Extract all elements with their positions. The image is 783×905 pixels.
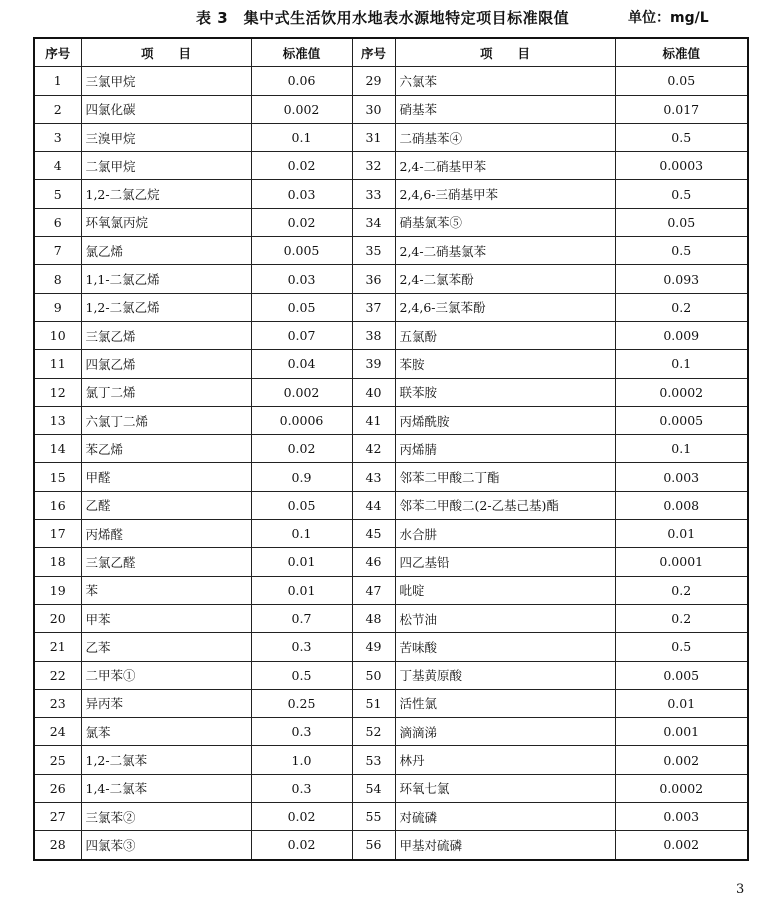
table-row: [34, 463, 748, 491]
row-number: 1: [34, 67, 81, 95]
table-row: [34, 689, 748, 717]
header-seq: 序号: [352, 38, 395, 67]
item-name: 1,2-二氯苯: [81, 746, 251, 774]
table-title: 表 3 集中式生活饮用水地表水源地特定项目标准限值: [196, 9, 570, 27]
row-number: 15: [34, 463, 81, 491]
item-name: 邻苯二甲酸二丁酯: [395, 463, 615, 491]
row-number: 5: [34, 180, 81, 208]
item-name: 六氯丁二烯: [81, 406, 251, 434]
header-value: 标准值: [251, 38, 352, 67]
standard-value: 0.5: [615, 180, 748, 208]
item-name: 活性氯: [395, 689, 615, 717]
standard-value: 0.06: [251, 67, 352, 95]
row-number: 41: [352, 406, 395, 434]
standard-value: 0.005: [615, 661, 748, 689]
standard-value: 0.017: [615, 95, 748, 123]
table-row: [34, 435, 748, 463]
standard-value: 0.1: [251, 123, 352, 151]
item-name: 环氧七氯: [395, 774, 615, 802]
standard-value: 0.0005: [615, 406, 748, 434]
item-name: 甲苯: [81, 604, 251, 632]
row-number: 44: [352, 491, 395, 519]
row-number: 27: [34, 803, 81, 831]
table-row: [34, 152, 748, 180]
standard-value: 0.002: [251, 378, 352, 406]
item-name: 三氯苯②: [81, 803, 251, 831]
row-number: 53: [352, 746, 395, 774]
standard-value: 0.02: [251, 152, 352, 180]
row-number: 19: [34, 576, 81, 604]
item-name: 四氯化碳: [81, 95, 251, 123]
header-item: 项 目: [395, 38, 615, 67]
item-name: 苦味酸: [395, 633, 615, 661]
item-name: 林丹: [395, 746, 615, 774]
item-name: 三溴甲烷: [81, 123, 251, 151]
row-number: 45: [352, 520, 395, 548]
table-row: [34, 831, 748, 860]
item-name: 滴滴涕: [395, 718, 615, 746]
item-name: 1,1-二氯乙烯: [81, 265, 251, 293]
table-caption: [0, 7, 783, 31]
standard-value: 0.0002: [615, 774, 748, 802]
row-number: 54: [352, 774, 395, 802]
item-name: 对硫磷: [395, 803, 615, 831]
standard-value: 0.02: [251, 803, 352, 831]
row-number: 24: [34, 718, 81, 746]
item-name: 1,4-二氯苯: [81, 774, 251, 802]
standard-value: 0.07: [251, 321, 352, 349]
table-row: [34, 746, 748, 774]
item-name: 硝基苯: [395, 95, 615, 123]
item-name: 六氯苯: [395, 67, 615, 95]
row-number: 51: [352, 689, 395, 717]
table-row: [34, 661, 748, 689]
row-number: 4: [34, 152, 81, 180]
standard-value: 0.3: [251, 774, 352, 802]
standard-value: 0.04: [251, 350, 352, 378]
table-row: [34, 180, 748, 208]
item-name: 硝基氯苯⑤: [395, 208, 615, 236]
standard-value: 0.009: [615, 321, 748, 349]
row-number: 25: [34, 746, 81, 774]
standard-value: 0.5: [615, 237, 748, 265]
row-number: 8: [34, 265, 81, 293]
item-name: 苯乙烯: [81, 435, 251, 463]
item-name: 苯胺: [395, 350, 615, 378]
item-name: 三氯乙醛: [81, 548, 251, 576]
standard-value: 0.005: [251, 237, 352, 265]
table-row: [34, 548, 748, 576]
standard-value: 0.008: [615, 491, 748, 519]
standard-value: 0.0003: [615, 152, 748, 180]
table-row: [34, 803, 748, 831]
standard-value: 0.05: [251, 491, 352, 519]
item-name: 丙烯醛: [81, 520, 251, 548]
table-row: [34, 95, 748, 123]
item-name: 1,2-二氯乙烯: [81, 293, 251, 321]
row-number: 12: [34, 378, 81, 406]
table-row: [34, 718, 748, 746]
row-number: 52: [352, 718, 395, 746]
table-row: [34, 67, 748, 95]
table-body: [34, 67, 748, 860]
standard-value: 0.03: [251, 265, 352, 293]
item-name: 吡啶: [395, 576, 615, 604]
item-name: 联苯胺: [395, 378, 615, 406]
item-name: 异丙苯: [81, 689, 251, 717]
row-number: 3: [34, 123, 81, 151]
standard-value: 0.0006: [251, 406, 352, 434]
item-name: 邻苯二甲酸二(2-乙基己基)酯: [395, 491, 615, 519]
standard-value: 0.05: [615, 67, 748, 95]
row-number: 50: [352, 661, 395, 689]
standard-value: 0.25: [251, 689, 352, 717]
row-number: 26: [34, 774, 81, 802]
row-number: 22: [34, 661, 81, 689]
row-number: 6: [34, 208, 81, 236]
header-value: 标准值: [615, 38, 748, 67]
header-seq: 序号: [34, 38, 81, 67]
item-name: 水合肼: [395, 520, 615, 548]
row-number: 48: [352, 604, 395, 632]
table-row: [34, 378, 748, 406]
item-name: 五氯酚: [395, 321, 615, 349]
table-row: [34, 774, 748, 802]
row-number: 43: [352, 463, 395, 491]
table-row: [34, 237, 748, 265]
item-name: 四氯苯③: [81, 831, 251, 860]
row-number: 34: [352, 208, 395, 236]
row-number: 20: [34, 604, 81, 632]
row-number: 56: [352, 831, 395, 860]
row-number: 37: [352, 293, 395, 321]
item-name: 甲基对硫磷: [395, 831, 615, 860]
row-number: 23: [34, 689, 81, 717]
row-number: 14: [34, 435, 81, 463]
item-name: 甲醛: [81, 463, 251, 491]
standard-value: 0.01: [615, 520, 748, 548]
row-number: 21: [34, 633, 81, 661]
table-row: [34, 520, 748, 548]
standard-value: 0.2: [615, 604, 748, 632]
standard-value: 0.5: [615, 123, 748, 151]
standard-value: 1.0: [251, 746, 352, 774]
row-number: 49: [352, 633, 395, 661]
standard-value: 0.1: [251, 520, 352, 548]
standard-value: 0.03: [251, 180, 352, 208]
item-name: 氯丁二烯: [81, 378, 251, 406]
item-name: 松节油: [395, 604, 615, 632]
table-row: [34, 406, 748, 434]
row-number: 40: [352, 378, 395, 406]
item-name: 二硝基苯④: [395, 123, 615, 151]
standard-value: 0.05: [615, 208, 748, 236]
table-row: [34, 321, 748, 349]
standard-value: 0.003: [615, 463, 748, 491]
item-name: 苯: [81, 576, 251, 604]
standard-value: 0.9: [251, 463, 352, 491]
item-name: 2,4,6-三氯苯酚: [395, 293, 615, 321]
row-number: 35: [352, 237, 395, 265]
row-number: 42: [352, 435, 395, 463]
standard-value: 0.5: [615, 633, 748, 661]
row-number: 13: [34, 406, 81, 434]
item-name: 乙醛: [81, 491, 251, 519]
standard-value: 0.5: [251, 661, 352, 689]
standard-value: 0.0002: [615, 378, 748, 406]
unit-label: 单位：mg/L: [628, 10, 709, 26]
row-number: 31: [352, 123, 395, 151]
row-number: 47: [352, 576, 395, 604]
standard-value: 0.05: [251, 293, 352, 321]
row-number: 38: [352, 321, 395, 349]
item-name: 三氯甲烷: [81, 67, 251, 95]
table-row: [34, 604, 748, 632]
standard-value: 0.001: [615, 718, 748, 746]
table-row: [34, 633, 748, 661]
row-number: 7: [34, 237, 81, 265]
standard-value: 0.002: [251, 95, 352, 123]
row-number: 17: [34, 520, 81, 548]
row-number: 9: [34, 293, 81, 321]
item-name: 2,4-二硝基甲苯: [395, 152, 615, 180]
standard-value: 0.2: [615, 576, 748, 604]
item-name: 丁基黄原酸: [395, 661, 615, 689]
standard-value: 0.01: [615, 689, 748, 717]
table-row: [34, 491, 748, 519]
item-name: 四乙基铅: [395, 548, 615, 576]
table-row: [34, 576, 748, 604]
item-name: 丙烯腈: [395, 435, 615, 463]
table-row: [34, 123, 748, 151]
item-name: 丙烯酰胺: [395, 406, 615, 434]
standard-value: 0.7: [251, 604, 352, 632]
standard-value: 0.3: [251, 718, 352, 746]
table-row: [34, 265, 748, 293]
row-number: 30: [352, 95, 395, 123]
row-number: 33: [352, 180, 395, 208]
item-name: 三氯乙烯: [81, 321, 251, 349]
row-number: 2: [34, 95, 81, 123]
item-name: 环氧氯丙烷: [81, 208, 251, 236]
standard-value: 0.01: [251, 576, 352, 604]
row-number: 55: [352, 803, 395, 831]
table-row: [34, 350, 748, 378]
standard-value: 0.02: [251, 831, 352, 860]
standard-value: 0.2: [615, 293, 748, 321]
standard-value: 0.093: [615, 265, 748, 293]
standard-value: 0.3: [251, 633, 352, 661]
header-row: [34, 38, 748, 67]
item-name: 氯乙烯: [81, 237, 251, 265]
item-name: 乙苯: [81, 633, 251, 661]
standard-value: 0.02: [251, 208, 352, 236]
standard-value: 0.02: [251, 435, 352, 463]
standard-value: 0.0001: [615, 548, 748, 576]
standard-value: 0.1: [615, 435, 748, 463]
page-number: 3: [736, 882, 745, 897]
item-name: 2,4,6-三硝基甲苯: [395, 180, 615, 208]
table-row: [34, 208, 748, 236]
item-name: 四氯乙烯: [81, 350, 251, 378]
row-number: 32: [352, 152, 395, 180]
item-name: 1,2-二氯乙烷: [81, 180, 251, 208]
standard-value: 0.01: [251, 548, 352, 576]
standard-value: 0.002: [615, 746, 748, 774]
row-number: 18: [34, 548, 81, 576]
header-item: 项 目: [81, 38, 251, 67]
table-row: [34, 293, 748, 321]
row-number: 39: [352, 350, 395, 378]
row-number: 16: [34, 491, 81, 519]
row-number: 46: [352, 548, 395, 576]
item-name: 二氯甲烷: [81, 152, 251, 180]
standard-value: 0.002: [615, 831, 748, 860]
row-number: 36: [352, 265, 395, 293]
item-name: 2,4-二硝基氯苯: [395, 237, 615, 265]
item-name: 二甲苯①: [81, 661, 251, 689]
row-number: 29: [352, 67, 395, 95]
item-name: 氯苯: [81, 718, 251, 746]
row-number: 10: [34, 321, 81, 349]
standard-value: 0.003: [615, 803, 748, 831]
standard-value: 0.1: [615, 350, 748, 378]
row-number: 11: [34, 350, 81, 378]
standard-limits-table: [33, 37, 749, 861]
row-number: 28: [34, 831, 81, 860]
item-name: 2,4-二氯苯酚: [395, 265, 615, 293]
